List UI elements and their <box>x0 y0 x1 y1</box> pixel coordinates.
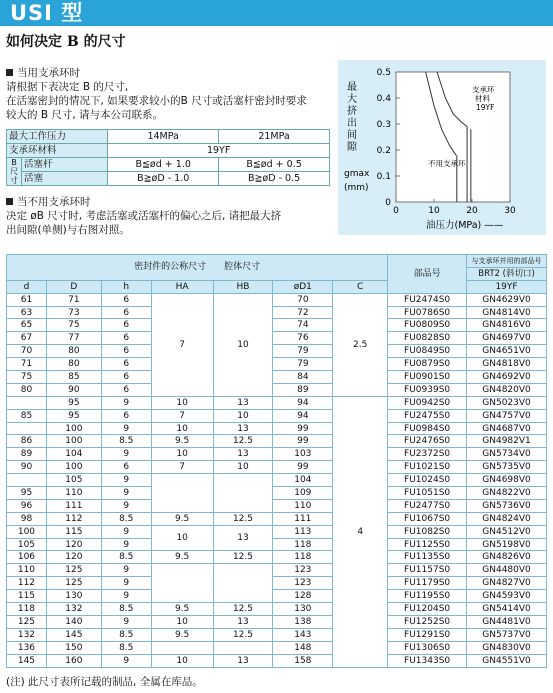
cell-h: 6 <box>101 319 151 332</box>
cell-D1: 94 <box>273 409 333 422</box>
cell-d: 136 <box>7 641 47 654</box>
cell-D: 95 <box>46 396 101 409</box>
cell-ring-part-number: GN4816V0 <box>467 319 547 332</box>
cell-part-number: FU1067S0 <box>388 512 467 525</box>
cell-h: 9 <box>101 499 151 512</box>
cell-h: 9 <box>101 448 151 461</box>
table-row <box>7 371 547 384</box>
y-axis-label-char: 挤 <box>347 106 357 117</box>
cell-ring-part-number: GN4692V0 <box>467 371 547 384</box>
table-row <box>7 345 547 358</box>
cell-h: 6 <box>101 358 151 371</box>
cell-part-number: FU1204S0 <box>388 603 467 616</box>
cell-D: 100 <box>46 422 101 435</box>
table-row <box>7 409 547 422</box>
cell-h: 6 <box>101 306 151 319</box>
cell-D1: 113 <box>273 525 333 538</box>
cell-h: 6 <box>101 345 151 358</box>
table-row <box>7 474 547 487</box>
cell-part-number: FU1179S0 <box>388 577 467 590</box>
cell-h: 9 <box>101 525 151 538</box>
table-row <box>7 435 547 448</box>
table-row <box>7 319 547 332</box>
cell-HB: 13 <box>213 615 273 628</box>
cell-h: 9 <box>101 474 151 487</box>
cell-part-number: FU0828S0 <box>388 332 467 345</box>
cell-HB: 12.5 <box>213 551 273 564</box>
cell-D1: 118 <box>273 538 333 551</box>
cell-h: 9 <box>101 577 151 590</box>
cell-D: 80 <box>46 358 101 371</box>
cell-part-number: FU2475S0 <box>388 409 467 422</box>
cell-D: 85 <box>46 371 101 384</box>
cell-h: 9 <box>101 564 151 577</box>
cell-part-number: FU0879S0 <box>388 358 467 371</box>
cell-HA: 7 <box>151 409 213 422</box>
cell-D: 104 <box>46 448 101 461</box>
cell-HA: 9.5 <box>151 603 213 616</box>
y-axis-label-char: 隙 <box>347 142 357 153</box>
cell-D: 112 <box>46 512 101 525</box>
cell-d: 105 <box>7 538 47 551</box>
cell-d <box>7 474 47 487</box>
table-row <box>7 551 547 564</box>
cell-d <box>7 396 47 409</box>
section-heading-2: 当不用支承环时 <box>6 195 91 209</box>
footnote: (注) 此尺寸表所记载的制品, 全属在库品。 <box>6 676 203 688</box>
cell-ring-part-number: GN4827V0 <box>467 577 547 590</box>
cell-ring-part-number: GN4551V0 <box>467 654 547 667</box>
y-tick-label: 0.2 <box>376 146 391 156</box>
annotation: 19YF <box>476 103 495 112</box>
y-axis-unit: (mm) <box>344 183 369 193</box>
header-dimensions: 密封件的公称尺寸 腔体尺寸 <box>7 255 388 281</box>
cell-HA: 10 <box>151 396 213 409</box>
cell-C: 4 <box>333 396 388 667</box>
header-part-number: 部品号 <box>388 255 467 294</box>
table-row <box>7 422 547 435</box>
y-axis-label-char: 最 <box>347 82 357 93</box>
annotation: 材料 <box>475 94 490 103</box>
cell-d: 110 <box>7 564 47 577</box>
cell-HB: 12.5 <box>213 628 273 641</box>
cell-HA: 10 <box>151 654 213 667</box>
cell-h: 9 <box>101 487 151 500</box>
cell-HB <box>213 564 273 603</box>
header-ring-bot: 19YF <box>467 280 547 293</box>
cell-h: 9 <box>101 538 151 551</box>
cell-D: 71 <box>46 293 101 306</box>
cell-part-number: FU1252S0 <box>388 615 467 628</box>
cell-d: 95 <box>7 487 47 500</box>
cell-D1: 84 <box>273 371 333 384</box>
cell-part-number: FU1195S0 <box>388 590 467 603</box>
cell-HA: 9.5 <box>151 435 213 448</box>
cell-part-number: FU2477S0 <box>388 499 467 512</box>
cell-d: 98 <box>7 512 47 525</box>
cell-part-number: FU1135S0 <box>388 551 467 564</box>
cell-d: 145 <box>7 654 47 667</box>
cell-ring-part-number: GN5735V0 <box>467 461 547 474</box>
cell-D: 80 <box>46 345 101 358</box>
annotation: 不用支承环 <box>428 159 466 168</box>
table-row <box>7 383 547 396</box>
cell-HB: 10 <box>213 461 273 474</box>
cell-d: 65 <box>7 319 47 332</box>
cell-D1: 158 <box>273 654 333 667</box>
cell-d: 86 <box>7 435 47 448</box>
table-header-row <box>7 255 547 268</box>
annotation: 支承环 <box>472 85 495 94</box>
cell-D1: 79 <box>273 358 333 371</box>
cell-h: 8.5 <box>101 435 151 448</box>
header-ring-top: 与支承环并用的部品号 <box>467 255 547 268</box>
cell-ring-part-number: GN4814V0 <box>467 306 547 319</box>
cell-HA: 7 <box>151 461 213 474</box>
cell-D1: 123 <box>273 564 333 577</box>
cell-h: 6 <box>101 383 151 396</box>
cell-part-number: FU1051S0 <box>388 487 467 500</box>
cell-ring-part-number: GN4629V0 <box>467 293 547 306</box>
cell-D1: 99 <box>273 461 333 474</box>
cell-h: 8.5 <box>101 628 151 641</box>
cell-part-number: FU1024S0 <box>388 474 467 487</box>
cell-part-number: FU1157S0 <box>388 564 467 577</box>
table-row <box>7 332 547 345</box>
cell-HA: 7 <box>151 293 213 396</box>
cell-D: 115 <box>46 525 101 538</box>
table-row <box>7 525 547 538</box>
cell-HA: 10 <box>151 525 213 551</box>
cell-HA: 9.5 <box>151 512 213 525</box>
x-tick-label: 20 <box>466 206 478 216</box>
table-row <box>7 358 547 371</box>
cell-part-number: FU1082S0 <box>388 525 467 538</box>
cell-ring-part-number: GN5198V0 <box>467 538 547 551</box>
cell-h: 6 <box>101 461 151 474</box>
cell-h: 9 <box>101 396 151 409</box>
cell-part-number: FU0942S0 <box>388 396 467 409</box>
cell-part-number: FU1343S0 <box>388 654 467 667</box>
cell-h: 6 <box>101 371 151 384</box>
cell-HA: 10 <box>151 615 213 628</box>
cell-C: 2.5 <box>333 293 388 396</box>
cell-h: 9 <box>101 654 151 667</box>
table-row <box>7 306 547 319</box>
column-header: HB <box>213 280 273 293</box>
table-row <box>7 293 547 306</box>
cell-ring-part-number: GN4826V0 <box>467 551 547 564</box>
cell-ring-part-number: GN4480V0 <box>467 564 547 577</box>
section-2-text: 决定 øB 尺寸时, 考虑活塞或活塞杆的偏心之后, 请把最大挤 出间隙(单侧)与右图对照。 <box>6 210 282 236</box>
x-tick-label: 0 <box>393 206 399 216</box>
y-axis-label-char: 大 <box>347 94 357 105</box>
cell-h: 8.5 <box>101 641 151 654</box>
cell-ring-part-number: GN4481V0 <box>467 615 547 628</box>
cell-h: 9 <box>101 615 151 628</box>
cell-part-number: FU1306S0 <box>388 641 467 654</box>
cell-part-number: FU2476S0 <box>388 435 467 448</box>
cell-d: 96 <box>7 499 47 512</box>
bullet-square-icon <box>6 69 13 76</box>
cell-h: 6 <box>101 332 151 345</box>
cell-D: 145 <box>46 628 101 641</box>
cell-d <box>7 422 47 435</box>
cell-D1: 110 <box>273 499 333 512</box>
table-row <box>7 512 547 525</box>
cell-HA <box>151 564 213 603</box>
table-row <box>7 538 547 551</box>
cell-D1: 74 <box>273 319 333 332</box>
cell-part-number: FU1021S0 <box>388 461 467 474</box>
cell-part-number: FU1291S0 <box>388 628 467 641</box>
cell-part-number: FU2474S0 <box>388 293 467 306</box>
cell-h: 9 <box>101 422 151 435</box>
cell-D1: 118 <box>273 551 333 564</box>
cell-HB: 13 <box>213 525 273 551</box>
column-header: HA <box>151 280 213 293</box>
cell-D: 95 <box>46 409 101 422</box>
cell-D1: 94 <box>273 396 333 409</box>
table-row <box>7 615 547 628</box>
cell-HB: 13 <box>213 396 273 409</box>
cell-D1: 123 <box>273 577 333 590</box>
cell-D1: 104 <box>273 474 333 487</box>
cell-d: 70 <box>7 345 47 358</box>
cell-D: 77 <box>46 332 101 345</box>
column-header: C <box>333 280 388 293</box>
cell-h: 9 <box>101 590 151 603</box>
y-axis-label-char: 出 <box>347 118 357 129</box>
cell-D1: 76 <box>273 332 333 345</box>
x-tick-label: 30 <box>504 206 516 216</box>
subtitle: 如何决定 B 的尺寸 <box>6 34 126 50</box>
y-axis-symbol: gmax <box>344 169 370 179</box>
b-size-label: B尺寸 <box>7 158 22 186</box>
cell-HB: 12.5 <box>213 435 273 448</box>
cell-D: 100 <box>46 461 101 474</box>
cell-HA: 10 <box>151 422 213 435</box>
cell-h: 6 <box>101 409 151 422</box>
cell-D1: 111 <box>273 512 333 525</box>
bullet-square-icon <box>6 198 13 205</box>
cell-HB: 12.5 <box>213 603 273 616</box>
cell-d: 80 <box>7 383 47 396</box>
cell-ring-part-number: GN5023V0 <box>467 396 547 409</box>
page-title: USI 型 <box>10 1 84 25</box>
column-header: d <box>7 280 47 293</box>
cell-D: 140 <box>46 615 101 628</box>
cell-ring-part-number: GN4697V0 <box>467 332 547 345</box>
y-tick-label: 0.1 <box>376 172 391 182</box>
cell-h: 8.5 <box>101 603 151 616</box>
cell-D: 125 <box>46 564 101 577</box>
cell-HB <box>213 474 273 513</box>
cell-d: 118 <box>7 603 47 616</box>
table-row <box>7 487 547 500</box>
cell-HA <box>151 641 213 654</box>
cell-D: 150 <box>46 641 101 654</box>
cell-d: 63 <box>7 306 47 319</box>
cell-D1: 148 <box>273 641 333 654</box>
table-row <box>7 396 547 409</box>
chart-svg <box>338 60 546 235</box>
cell-ring-part-number: GN4512V0 <box>467 525 547 538</box>
cell-D: 75 <box>46 319 101 332</box>
cell-part-number: FU0901S0 <box>388 371 467 384</box>
cell-HB: 12.5 <box>213 512 273 525</box>
cell-D: 132 <box>46 603 101 616</box>
cell-ring-part-number: GN5734V0 <box>467 448 547 461</box>
cell-ring-part-number: GN5737V0 <box>467 628 547 641</box>
cell-D: 130 <box>46 590 101 603</box>
cell-D1: 89 <box>273 383 333 396</box>
table-row <box>7 499 547 512</box>
y-tick-label: 0.3 <box>376 120 391 130</box>
cell-D1: 138 <box>273 615 333 628</box>
cell-D1: 99 <box>273 435 333 448</box>
y-tick-label: 0.4 <box>376 94 391 104</box>
cell-d: 61 <box>7 293 47 306</box>
cell-HA: 9.5 <box>151 628 213 641</box>
table-row <box>7 564 547 577</box>
section-heading-1: 当用支承环时 <box>6 66 80 80</box>
cell-ring-part-number: GN4593V0 <box>467 590 547 603</box>
x-axis-label: 油压力(MPa) —— <box>426 220 504 231</box>
cell-D1: 79 <box>273 345 333 358</box>
cell-D: 120 <box>46 538 101 551</box>
cell-D: 73 <box>46 306 101 319</box>
cell-d: 75 <box>7 371 47 384</box>
table-row <box>7 448 547 461</box>
cell-HB: 10 <box>213 293 273 396</box>
cell-d: 85 <box>7 409 47 422</box>
header-bar <box>0 0 553 26</box>
cell-ring-part-number: GN4822V0 <box>467 487 547 500</box>
cell-part-number: FU0849S0 <box>388 345 467 358</box>
cell-part-number: FU0786S0 <box>388 306 467 319</box>
cell-D1: 99 <box>273 422 333 435</box>
cell-D: 111 <box>46 499 101 512</box>
cell-part-number: FU0939S0 <box>388 383 467 396</box>
cell-HB: 13 <box>213 654 273 667</box>
column-header: h <box>101 280 151 293</box>
cell-D1: 109 <box>273 487 333 500</box>
cell-d: 71 <box>7 358 47 371</box>
cell-part-number: FU2372S0 <box>388 448 467 461</box>
header-ring-mid: BRT2 (斜切口) <box>467 267 547 280</box>
cell-ring-part-number: GN4824V0 <box>467 512 547 525</box>
cell-ring-part-number: GN4651V0 <box>467 345 547 358</box>
table-row <box>7 628 547 641</box>
cell-part-number: FU1125S0 <box>388 538 467 551</box>
cell-d: 67 <box>7 332 47 345</box>
cell-D: 125 <box>46 577 101 590</box>
cell-ring-part-number: GN4820V0 <box>467 383 547 396</box>
cell-part-number: FU0809S0 <box>388 319 467 332</box>
y-tick-label: 0.5 <box>376 68 391 78</box>
cell-d: 100 <box>7 525 47 538</box>
cell-HA: 10 <box>151 448 213 461</box>
cell-ring-part-number: GN4830V0 <box>467 641 547 654</box>
cell-ring-part-number: GN5414V0 <box>467 603 547 616</box>
table-row <box>7 641 547 654</box>
table-row <box>7 590 547 603</box>
cell-D1: 128 <box>273 590 333 603</box>
cell-d: 132 <box>7 628 47 641</box>
b-size-table: 最大工作压力 14MPa 21MPa 支承环材料 19YF B尺寸 活塞杆 B≦ød + 1.0 B≦ød + 0.5 活塞 B≧øD - 1.0 B≧øD - 0.5 <box>6 129 330 186</box>
extrusion-gap-chart <box>338 60 546 235</box>
cell-h: 8.5 <box>101 512 151 525</box>
cell-d: 90 <box>7 461 47 474</box>
cell-D: 100 <box>46 435 101 448</box>
cell-HB <box>213 641 273 654</box>
column-header: D <box>46 280 101 293</box>
cell-D: 120 <box>46 551 101 564</box>
y-tick-label: 0 <box>385 198 391 208</box>
table-row <box>7 577 547 590</box>
cell-d: 125 <box>7 615 47 628</box>
section-1-text: 请根据下表决定 B 的尺寸, 在活塞密封的情况下, 如果要求较小的B 尺寸或活塞杆密封时要求 较大的 B 尺寸, 请与本公司联系。 <box>6 81 307 121</box>
table-row <box>7 654 547 667</box>
cell-D1: 70 <box>273 293 333 306</box>
cell-ring-part-number: GN4818V0 <box>467 358 547 371</box>
cell-d: 112 <box>7 577 47 590</box>
cell-ring-part-number: GN4757V0 <box>467 409 547 422</box>
column-header: øD1 <box>273 280 333 293</box>
cell-h: 8.5 <box>101 551 151 564</box>
cell-HB: 10 <box>213 409 273 422</box>
cell-D1: 143 <box>273 628 333 641</box>
table-row <box>7 461 547 474</box>
cell-d: 115 <box>7 590 47 603</box>
table-row <box>7 603 547 616</box>
cell-ring-part-number: GN5736V0 <box>467 499 547 512</box>
cell-D1: 72 <box>273 306 333 319</box>
cell-HA: 9.5 <box>151 551 213 564</box>
size-table <box>6 254 547 668</box>
cell-d: 106 <box>7 551 47 564</box>
cell-ring-part-number: GN4687V0 <box>467 422 547 435</box>
cell-D: 160 <box>46 654 101 667</box>
cell-D: 90 <box>46 383 101 396</box>
cell-D: 110 <box>46 487 101 500</box>
cell-D1: 130 <box>273 603 333 616</box>
cell-D: 105 <box>46 474 101 487</box>
y-axis-label-char: 间 <box>347 130 357 141</box>
cell-part-number: FU0984S0 <box>388 422 467 435</box>
cell-D1: 103 <box>273 448 333 461</box>
cell-HB: 13 <box>213 448 273 461</box>
cell-HB: 13 <box>213 422 273 435</box>
cell-ring-part-number: GN4698V0 <box>467 474 547 487</box>
cell-HA <box>151 474 213 513</box>
cell-d: 89 <box>7 448 47 461</box>
x-tick-label: 10 <box>428 206 440 216</box>
cell-h: 6 <box>101 293 151 306</box>
cell-ring-part-number: GN4982V1 <box>467 435 547 448</box>
